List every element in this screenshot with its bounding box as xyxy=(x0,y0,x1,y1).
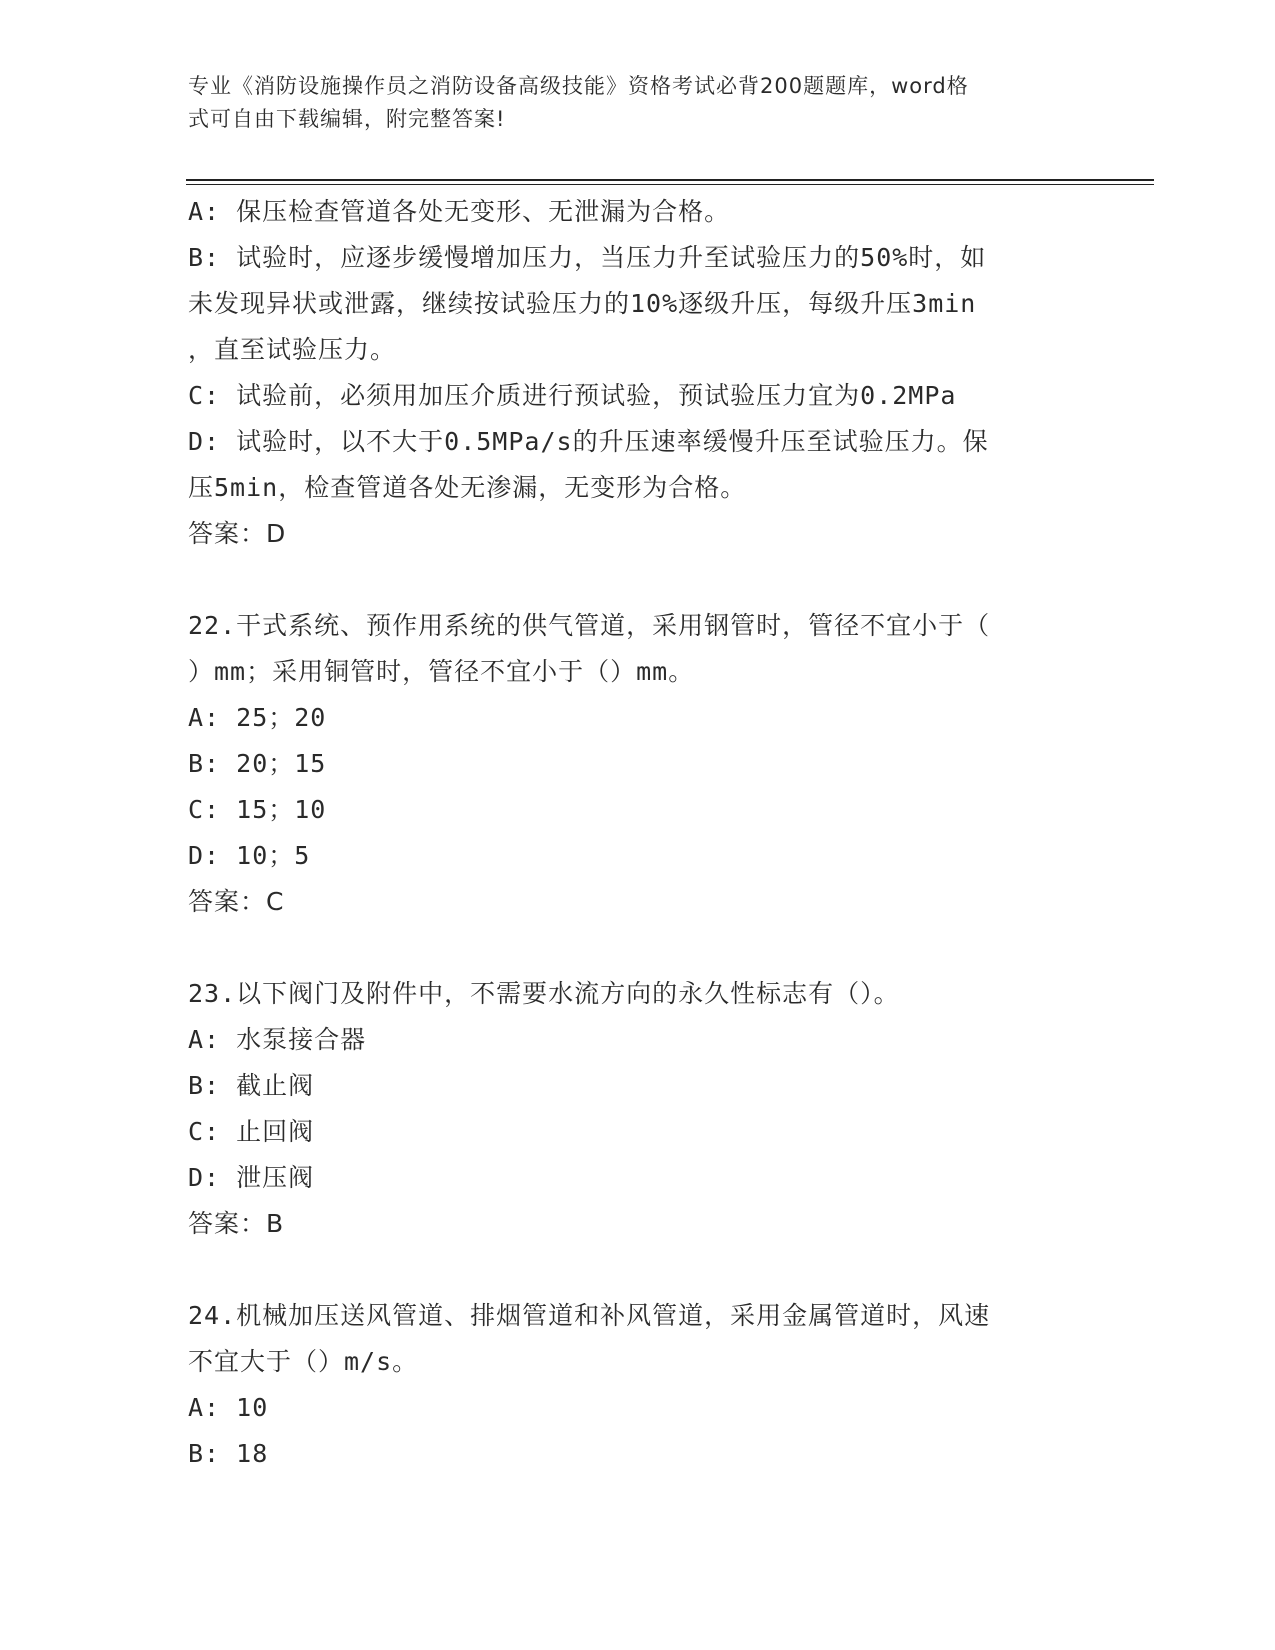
question-text-line-2: 不宜大于（）m/s。 xyxy=(188,1347,419,1376)
option-c: C: 止回阀 xyxy=(188,1117,315,1146)
question-24 xyxy=(188,1293,1088,1477)
option-b: B: 18 xyxy=(188,1439,269,1468)
question-list xyxy=(188,189,1088,1477)
question-text: 23.以下阀门及附件中，不需要水流方向的永久性标志有（）。 xyxy=(188,979,900,1008)
option-b: B: 20；15 xyxy=(188,749,327,778)
option-c: C: 试验前，必须用加压介质进行预试验，预试验压力宜为0.2MPa xyxy=(188,381,957,410)
header-divider-thick xyxy=(186,179,1154,181)
question-23 xyxy=(188,971,1088,1247)
option-a: A: 25；20 xyxy=(188,703,327,732)
header-line-2: 式可自由下载编辑，附完整答案! xyxy=(188,107,506,131)
question-spacer xyxy=(188,925,1088,971)
question-spacer xyxy=(188,557,1088,603)
option-d-line-2: 压5min，检查管道各处无渗漏，无变形为合格。 xyxy=(188,473,747,502)
option-a: A: 水泵接合器 xyxy=(188,1025,367,1054)
option-d-line-1: D: 试验时，以不大于0.5MPa/s的升压速率缓慢升压至试验压力。保 xyxy=(188,427,989,456)
answer: 答案：D xyxy=(188,519,287,548)
option-a: A: 保压检查管道各处无变形、无泄漏为合格。 xyxy=(188,197,731,226)
question-text-line-1: 22.干式系统、预作用系统的供气管道，采用钢管时，管径不宜小于（ xyxy=(188,611,991,640)
option-d: D: 泄压阀 xyxy=(188,1163,315,1192)
answer: 答案：B xyxy=(188,1209,285,1238)
option-b: B: 截止阀 xyxy=(188,1071,315,1100)
question-21 xyxy=(188,189,1088,557)
option-d: D: 10；5 xyxy=(188,841,311,870)
question-spacer xyxy=(188,1247,1088,1293)
header-divider-thin xyxy=(186,184,1154,185)
option-a: A: 10 xyxy=(188,1393,269,1422)
answer: 答案：C xyxy=(188,887,285,916)
header-line-1: 专业《消防设施操作员之消防设备高级技能》资格考试必背200题题库，word格 xyxy=(188,74,969,98)
document-header xyxy=(188,70,1068,136)
option-b-line-2: 未发现异状或泄露，继续按试验压力的10%逐级升压，每级升压3min xyxy=(188,289,977,318)
option-b-line-3: ，直至试验压力。 xyxy=(188,335,397,364)
option-c: C: 15；10 xyxy=(188,795,327,824)
question-22 xyxy=(188,603,1088,925)
question-text-line-2: ）mm；采用铜管时，管径不宜小于（）mm。 xyxy=(188,657,695,686)
option-b-line-1: B: 试验时，应逐步缓慢增加压力，当压力升至试验压力的50%时，如 xyxy=(188,243,987,272)
question-text-line-1: 24.机械加压送风管道、排烟管道和补风管道，采用金属管道时，风速 xyxy=(188,1301,991,1330)
